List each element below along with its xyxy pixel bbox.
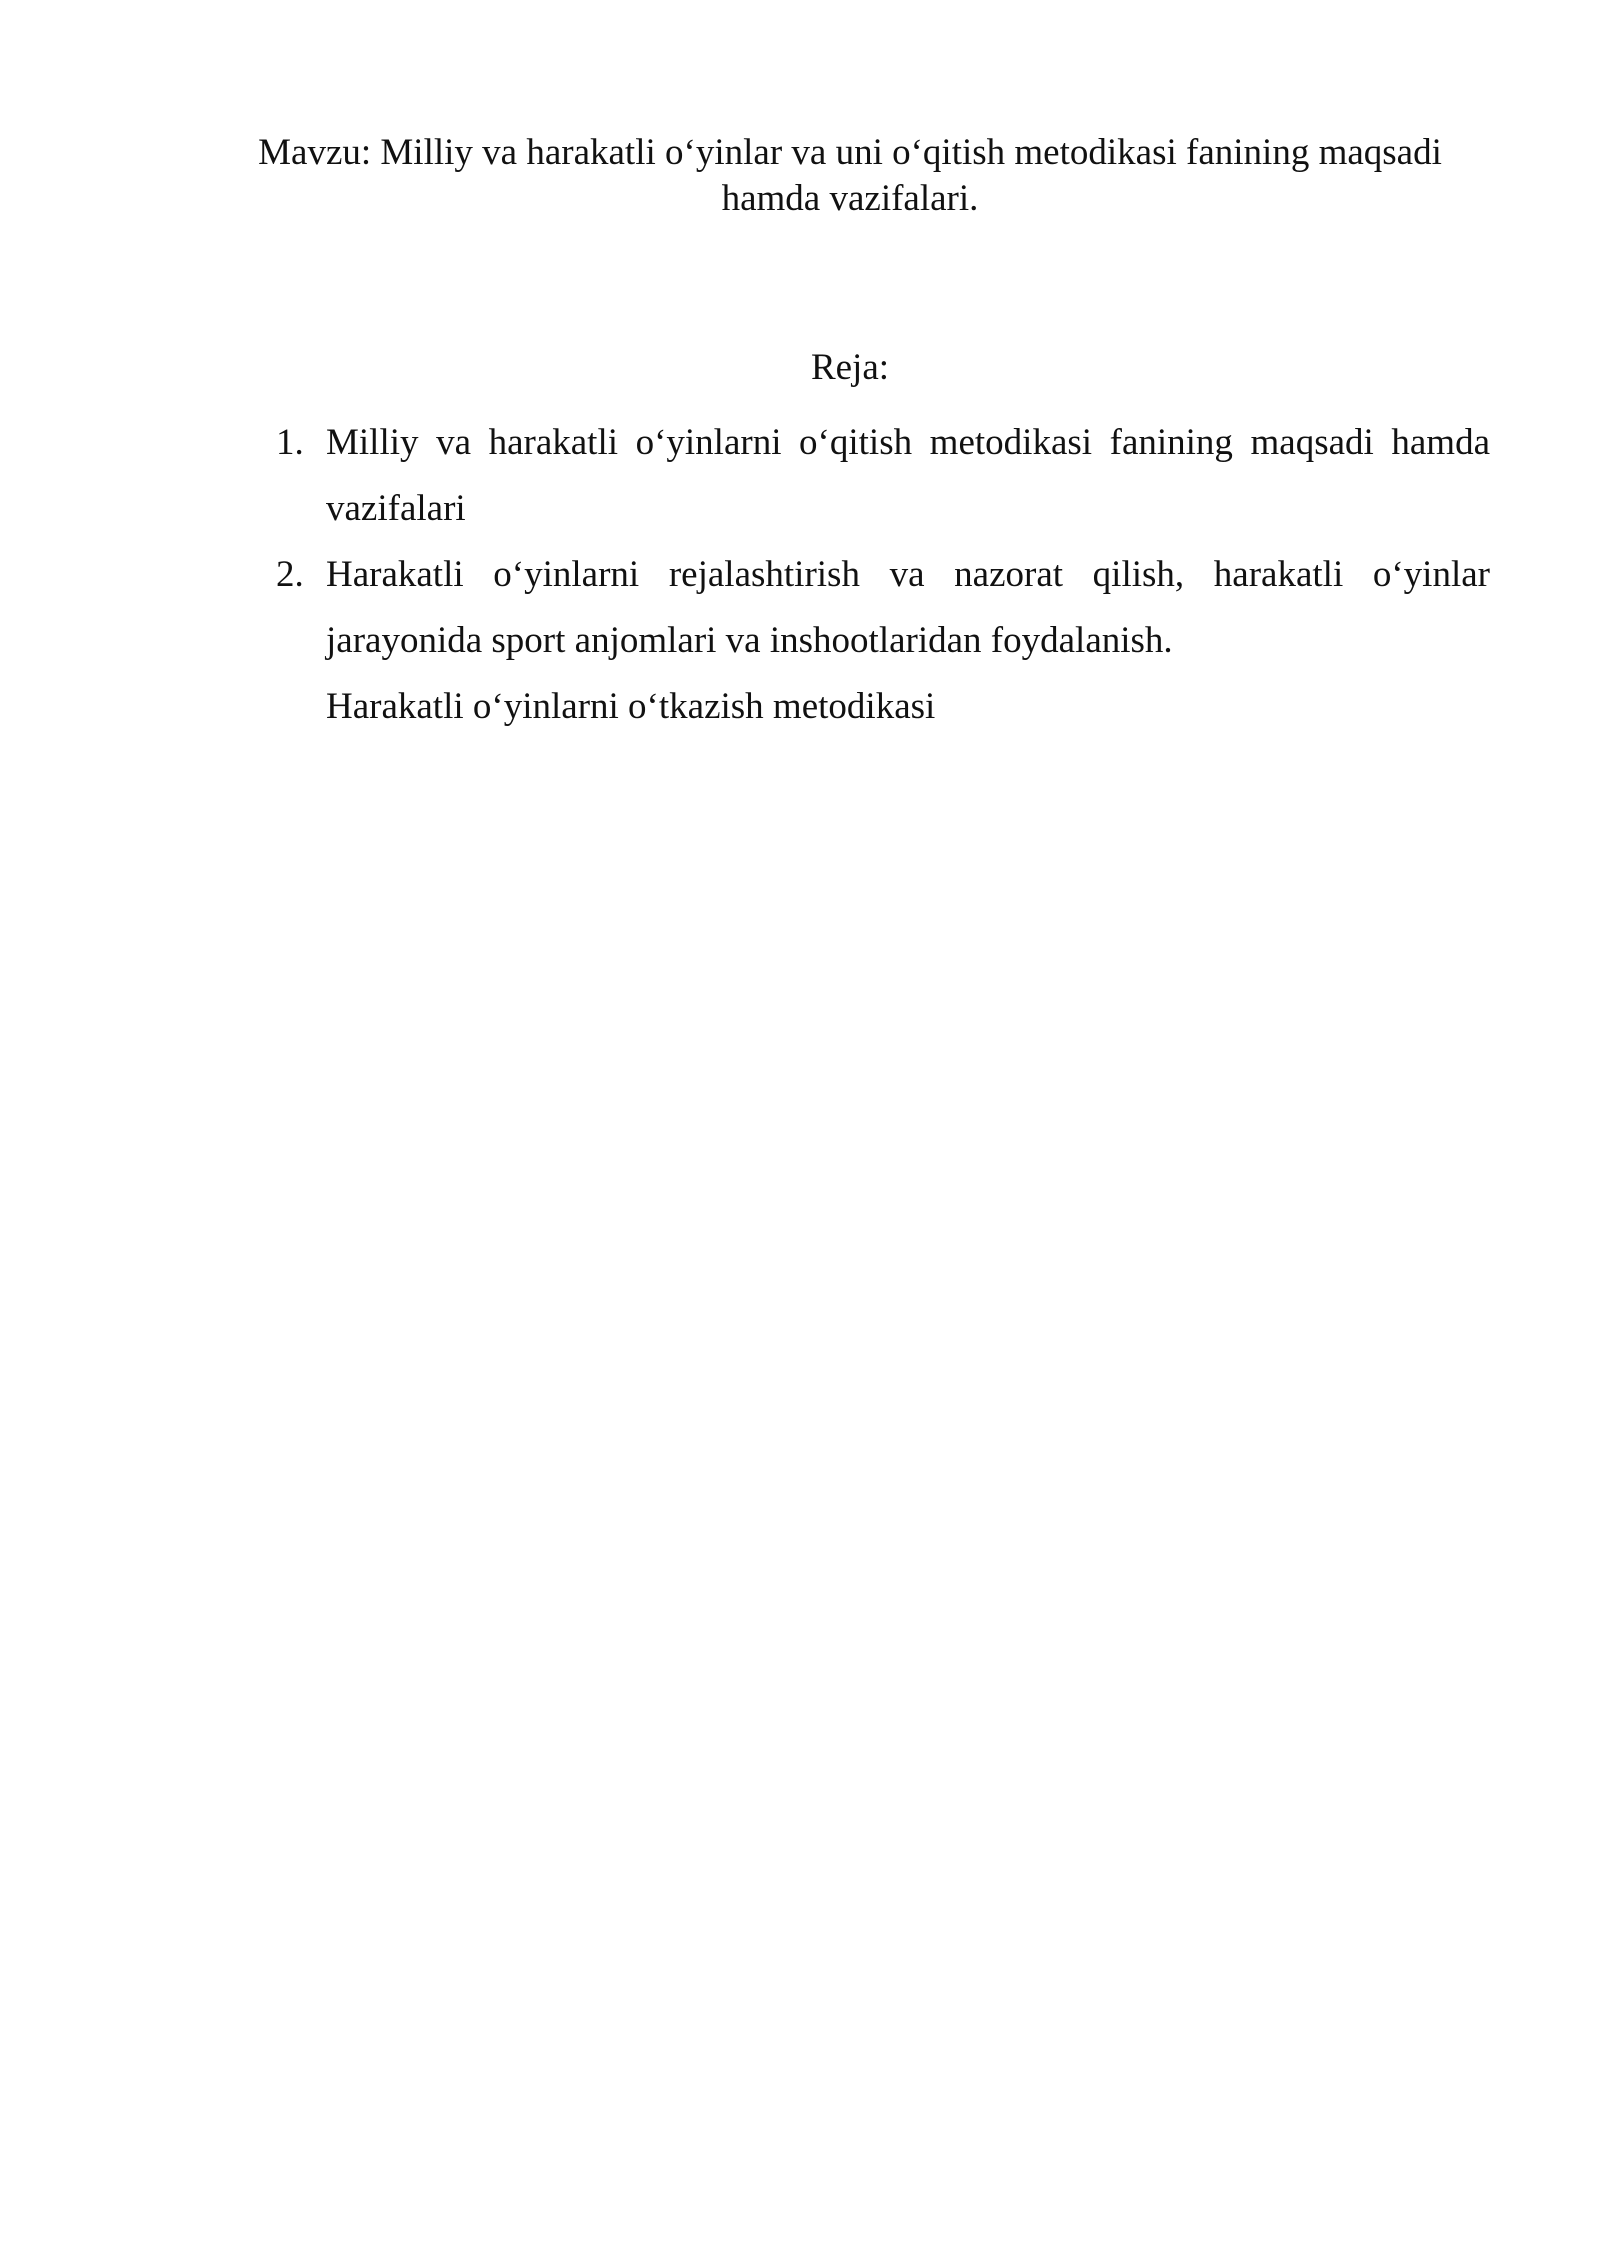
plan-heading: Reja: bbox=[810, 347, 890, 388]
plan-extra-line bbox=[270, 674, 1490, 740]
title-line-2: hamda vazifalari. bbox=[721, 178, 979, 219]
list-item-line: Harakatli o‘yinlarni rejalashtirish va nazorat qilish, harakatli o‘yinlar bbox=[326, 554, 1490, 595]
list-item-number: 1. bbox=[276, 422, 304, 463]
plan-list bbox=[270, 410, 1490, 740]
extra-line-text: Harakatli o‘yinlarni o‘tkazish metodikasi bbox=[326, 686, 936, 727]
list-item-line: jarayonida sport anjomlari va inshootlaridan foydalanish. bbox=[326, 620, 1173, 661]
list-item-line: Milliy va harakatli o‘yinlarni o‘qitish metodikasi fanining maqsadi hamda bbox=[326, 422, 1490, 463]
title-line-1: Mavzu: Milliy va harakatli o‘yinlar va uni o‘qitish metodikasi fanining maqsadi bbox=[258, 132, 1442, 173]
list-item-number: 2. bbox=[276, 554, 304, 595]
list-item bbox=[270, 410, 1490, 542]
list-item bbox=[270, 542, 1490, 674]
list-item-line: vazifalari bbox=[326, 488, 466, 529]
page-title bbox=[240, 130, 1460, 222]
